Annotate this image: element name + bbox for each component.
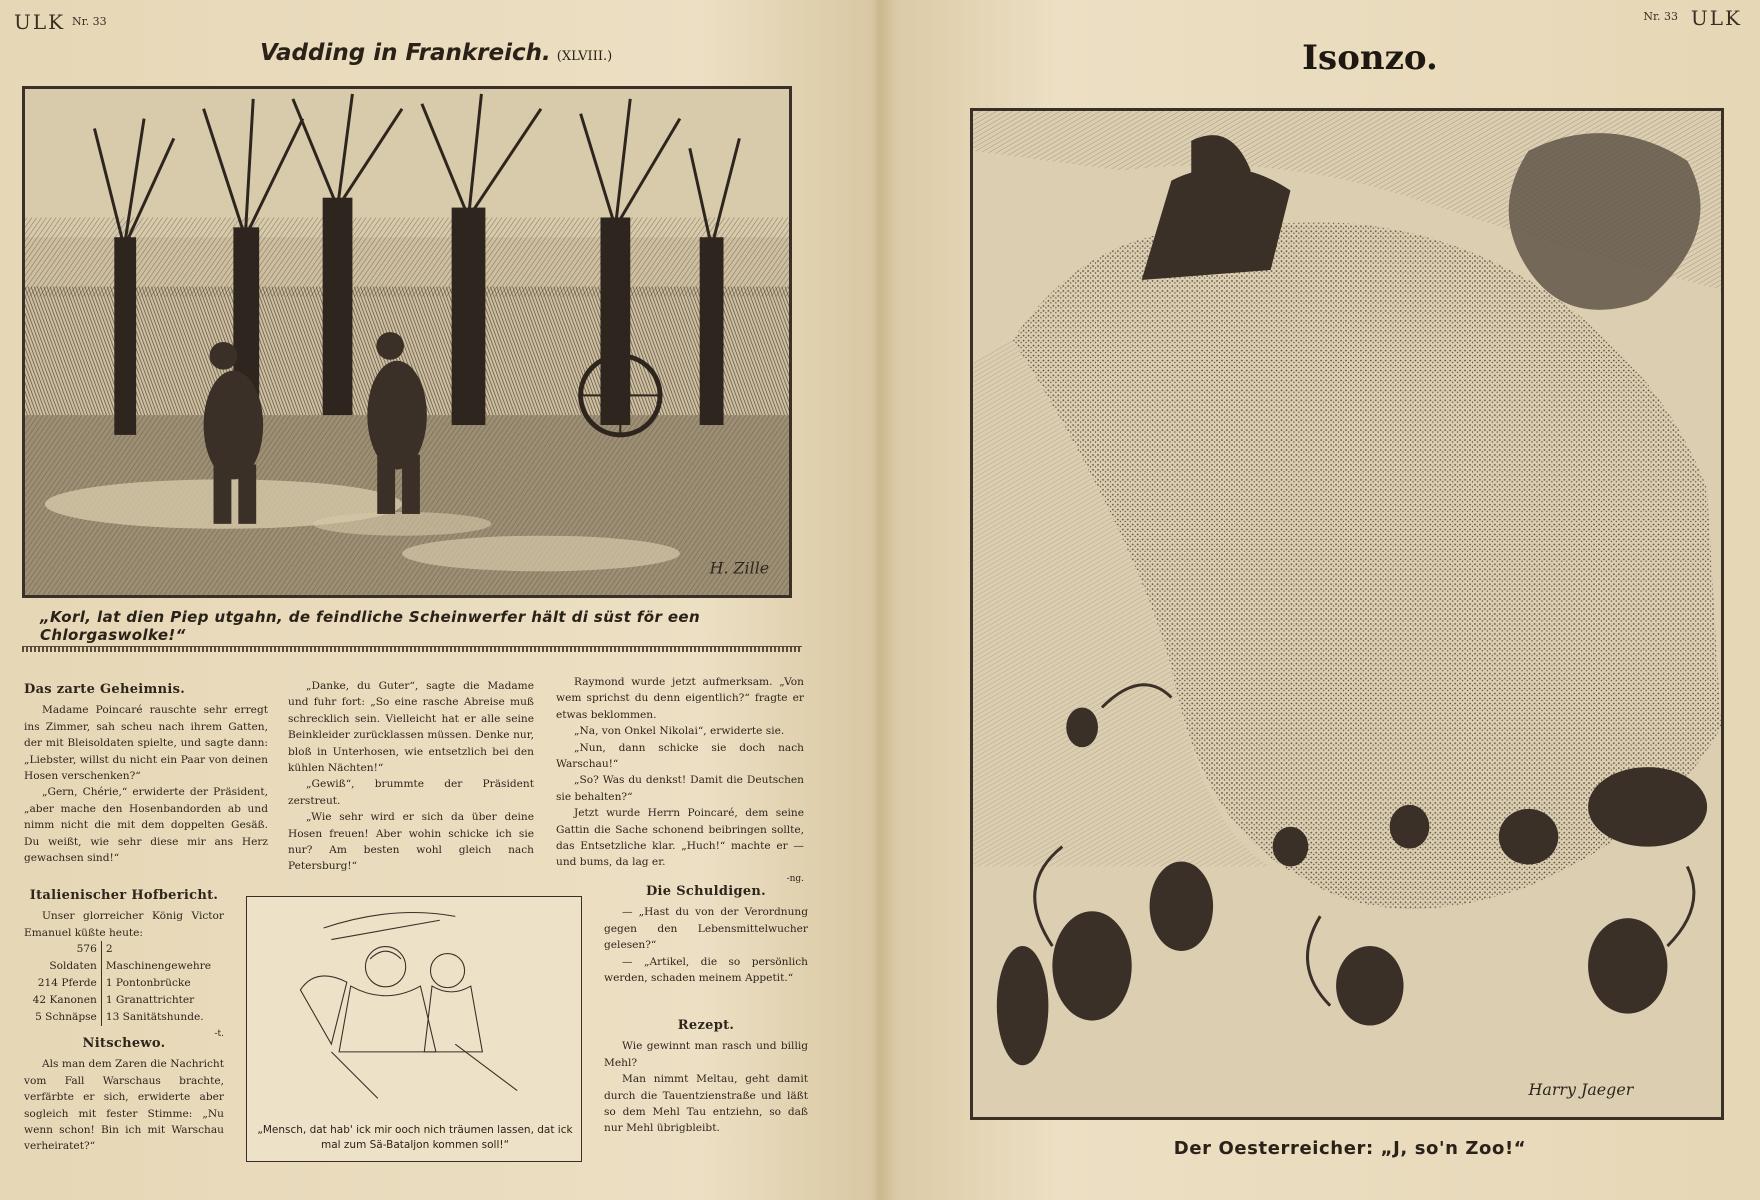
schuldigen-section xyxy=(604,884,808,986)
masthead-ulk: ULK xyxy=(14,10,66,34)
article-paragraph: „Nun, dann schicke sie doch nach Warschau!“ xyxy=(556,741,804,771)
page-title: Isonzo. xyxy=(1302,38,1438,78)
schuldigen-line: — „Hast du von der Verordnung gegen den Lebensmittelwucher gelesen?“ xyxy=(604,906,808,952)
article-paragraph: „Danke, du Guter“, sagte die Madame und fuhr fort: „So eine rasche Abreise muß schrecklich sein. Vielleicht hat er alle seine Beinkleider zurücklassen müssen. Denke nur, bloß in Unterhosen, wie entsetzlich bei den kühlen Nächten!“ xyxy=(288,680,534,775)
table-row xyxy=(24,992,224,1009)
hofbericht-section xyxy=(24,888,224,1043)
table-cell: 1 Pontonbrücke xyxy=(105,977,191,990)
article-paragraph: „So? Was du denkst! Damit die Deutschen sie behalten?“ xyxy=(556,774,804,803)
article-heading: Das zarte Geheimnis. xyxy=(24,682,186,697)
schuldigen-heading: Die Schuldigen. xyxy=(645,884,767,899)
article-paragraph: Jetzt wurde Herrn Poincaré, dem seine Gattin die Sache schonend beibringen sollte, das Entsetzliche klar. „Huch!“ machte er — und bums, da lag er. xyxy=(556,807,804,869)
article-signature: -ng. xyxy=(786,873,804,884)
nitschewo-heading: Nitschewo. xyxy=(82,1036,166,1051)
illustration-signature: Harry Jaeger xyxy=(1528,1080,1634,1100)
table-row xyxy=(24,975,224,992)
article-paragraph: Madame Poincaré rauschte sehr erregt ins Zimmer, sah scheu nach ihrem Gatten, der mit Bleisoldaten spielte, und sagte dann: „Liebster, willst du nicht ein Paar von deinen Hosen verschenken?“ xyxy=(24,704,268,783)
issue-number: Nr. 33 xyxy=(72,15,107,28)
table-row xyxy=(24,941,224,975)
illustration-soldiers xyxy=(22,86,792,598)
page-title xyxy=(260,40,612,66)
table-cell: 2 Maschinengewehre xyxy=(105,943,212,973)
issue-number: Nr. 33 xyxy=(1643,10,1678,23)
table-cell: 42 Kanonen xyxy=(24,992,101,1009)
title-text: Vadding in Frankreich. xyxy=(260,40,551,66)
article-paragraph: Raymond wurde jetzt aufmerksam. „Von wem sprichst du denn eigentlich?“ fragte er etwas beklommen. xyxy=(556,676,804,721)
illustration-isonzo xyxy=(970,108,1724,1120)
table-cell: 5 Schnäpse xyxy=(24,1009,101,1026)
title-sub: (XLVIII.) xyxy=(556,49,613,64)
hofbericht-heading: Italienischer Hofbericht. xyxy=(29,888,219,903)
rezept-heading: Rezept. xyxy=(677,1018,735,1033)
article-paragraph: „Wie sehr wird er sich da über deine Hosen freuen! Aber wohin schicke ich sie nur? Am besten wohl gleich nach Petersburg!“ xyxy=(288,811,534,873)
sappers-drawing xyxy=(247,897,583,1103)
illustration-sappers xyxy=(246,896,582,1162)
article-column-1 xyxy=(24,682,268,866)
illustration-caption: Der Oesterreicher: „J, so'n Zoo!“ xyxy=(1173,1138,1527,1159)
hofbericht-intro: Unser glorreicher König Victor Emanuel küßte heute: xyxy=(24,910,224,939)
hofbericht-signature: -t. xyxy=(214,1029,224,1040)
right-page xyxy=(880,0,1760,1200)
article-column-2 xyxy=(288,678,534,875)
rezept-line: Wie gewinnt man rasch und billig Mehl? xyxy=(604,1040,808,1069)
table-row xyxy=(24,1009,224,1026)
illustration-caption: „Korl, lat dien Piep utgahn, de feindliche Scheinwerfer hält di süst för een Chlorgaswolke!“ xyxy=(40,608,701,644)
article-paragraph: „Na, von Onkel Nikolai“, erwiderte sie. xyxy=(574,725,785,738)
rezept-section xyxy=(604,1018,808,1137)
isonzo-drawing xyxy=(973,111,1721,1117)
table-cell: 13 Sanitätshunde. xyxy=(105,1011,204,1024)
small-illustration-caption: „Mensch, dat hab' ick mir ooch nich träumen lassen, dat ick mal zum Sä-Bataljon kommen soll!“ xyxy=(257,1124,573,1151)
table-cell: 1 Granattrichter xyxy=(105,994,195,1007)
article-paragraph: „Gewiß“, brummte der Präsident zerstreut. xyxy=(288,778,534,807)
hofbericht-table xyxy=(24,941,224,1026)
nitschewo-text: Als man dem Zaren die Nachricht vom Fall Warschaus brachte, verfärbte er sich, erwiderte aber sogleich mit fester Stimme: „Nu wenn schon! Bin ich mit Warschau verheiratet?“ xyxy=(24,1058,224,1153)
article-column-3 xyxy=(556,674,804,887)
soldiers-drawing xyxy=(25,89,789,595)
article-paragraph: „Gern, Chérie,“ erwiderte der Präsident, „aber mache den Hosenbandorden ab und nimm nicht die mit dem doppelten Gesäß. Du weißt, wie sehr diese mir ans Herz gewachsen sind!“ xyxy=(24,786,268,865)
table-cell: 214 Pferde xyxy=(24,975,101,992)
nitschewo-section xyxy=(24,1036,224,1155)
schuldigen-line: — „Artikel, die so persönlich werden, schaden meinem Appetit.“ xyxy=(604,955,808,985)
section-divider xyxy=(22,646,802,652)
illustration-signature: H. Zille xyxy=(709,558,770,578)
rezept-line: Man nimmt Meltau, geht damit durch die Tauentzienstraße und läßt so dem Mehl Tau entziehn, so daß nur Mehl übrigbleibt. xyxy=(604,1073,808,1135)
table-cell: 576 Soldaten xyxy=(24,941,101,975)
masthead-ulk: ULK xyxy=(1690,6,1742,30)
